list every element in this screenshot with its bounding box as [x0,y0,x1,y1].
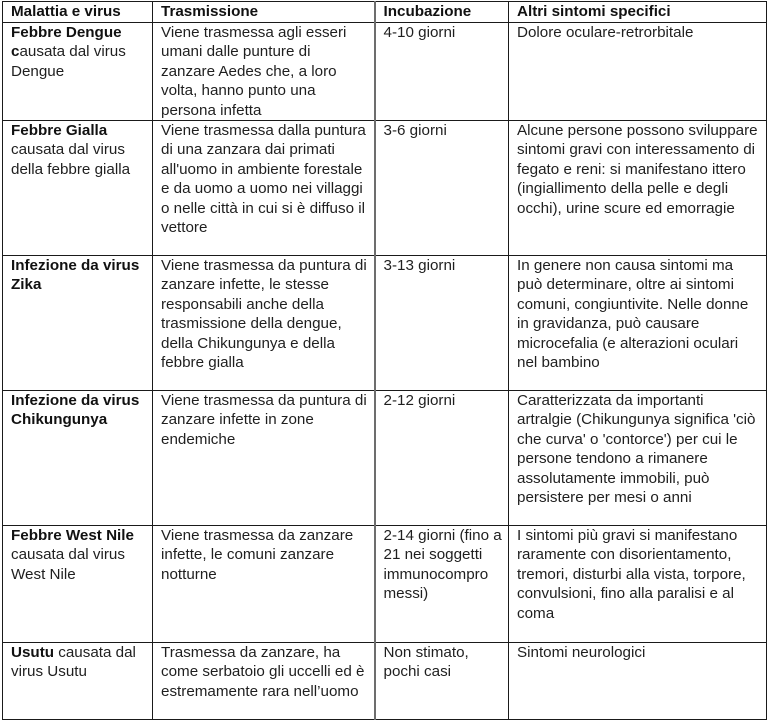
header-transmission: Trasmissione [153,2,375,23]
table-row-usutu [3,643,767,720]
transmission-cell: Viene trasmessa da puntura di zanzare infette in zone endemiche [153,391,375,526]
transmission-cell: Viene trasmessa dalla puntura di una zanzara dai primati all'uomo in ambiente forestale e da uomo a uomo nei villaggi o nelle città in cui si è diffuso il vettore [153,121,375,256]
transmission-cell: Trasmessa da zanzare, ha come serbatoio gli uccelli ed è estremamente rara nell’uomo [153,643,375,720]
header-disease: Malattia e virus [3,2,153,23]
table-row-dengue [3,23,767,121]
disease-virus: causata dal virus West Nile [11,546,125,583]
disease-cell [3,643,153,720]
incubation-cell: 2-12 giorni [375,391,509,526]
mosquito-diseases-table [2,1,767,720]
disease-name: Usutu [11,644,55,662]
disease-cell [3,526,153,643]
disease-cell [3,391,153,526]
incubation-cell: 3-6 giorni [375,121,509,256]
header-symptoms: Altri sintomi specifici [509,2,767,23]
disease-name: Infezione da virus Chikungunya [11,392,140,429]
transmission-cell: Viene trasmessa da puntura di zanzare infette, le stesse responsabili anche della trasmissione della dengue, della Chikungunya e della febbre gialla [153,256,375,391]
disease-name: Febbre West Nile [11,527,134,545]
table-row-yellow-fever [3,121,767,256]
disease-cell [3,121,153,256]
table-row-zika [3,256,767,391]
disease-cell [3,23,153,121]
incubation-cell: 3-13 giorni [375,256,509,391]
symptoms-cell: In genere non causa sintomi ma può determinare, oltre ai sintomi comuni, congiuntivite. Nelle donne in gravidanza, può causare microcefalia (e alterazioni oculari nel bambino [509,256,767,391]
incubation-cell: 2-14 giorni (fino a 21 nei soggetti immunocompro messi) [375,526,509,643]
table-row-chikungunya [3,391,767,526]
symptoms-cell: I sintomi più gravi si manifestano raramente con disorientamento, tremori, disturbi alla vista, torpore, convulsioni, fino alla paralisi e al coma [509,526,767,643]
symptoms-cell: Sintomi neurologici [509,643,767,720]
disease-name: Febbre Dengue c [11,24,122,61]
disease-name: Febbre Gialla [11,122,108,140]
disease-cell [3,256,153,391]
incubation-cell: 4-10 giorni [375,23,509,121]
header-incubation: Incubazione [375,2,509,23]
symptoms-cell: Dolore oculare-retrorbitale [509,23,767,121]
incubation-cell: Non stimato, pochi casi [375,643,509,720]
disease-name: Infezione da virus Zika [11,257,140,294]
disease-virus: causata dal virus Usutu [11,644,136,681]
transmission-cell: Viene trasmessa da zanzare infette, le comuni zanzare notturne [153,526,375,643]
symptoms-cell: Alcune persone possono sviluppare sintomi gravi con interessamento di fegato e reni: si manifestano ittero (ingiallimento della pelle e degli occhi), urine scure ed emorragie [509,121,767,256]
disease-virus: ausata dal virus Dengue [11,43,126,80]
transmission-cell: Viene trasmessa agli esseri umani dalle punture di zanzare Aedes che, a loro volta, hanno punto una persona infetta [153,23,375,121]
header-row [3,2,767,23]
symptoms-cell: Caratterizzata da importanti artralgie (Chikungunya significa 'ciò che curva' o 'contorce') per cui le persone tendono a rimanere assolutamente immobili, può persistere per mesi o anni [509,391,767,526]
table-row-west-nile [3,526,767,643]
disease-virus: causata dal virus della febbre gialla [11,141,131,178]
